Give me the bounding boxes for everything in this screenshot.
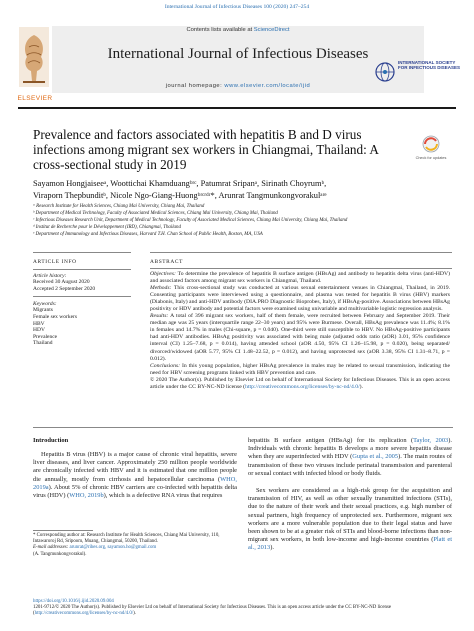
sciencedirect-link[interactable]: ScienceDirect	[253, 27, 290, 33]
abstract-copyright	[150, 377, 450, 391]
abstract-license-link[interactable]: http://creativecommons.org/licenses/by-nc-nd/4.0/	[245, 383, 360, 390]
abstract-conclusions	[150, 363, 450, 377]
ref-gupta-2005[interactable]: Gupta et al., 2005	[352, 453, 399, 461]
intro-right-text-c: ). The main routes of transmission of these two viruses include perinatal transmission and parenteral or sexual contact with infected blood or body fluids.	[248, 453, 452, 477]
keyword: Thailand	[33, 340, 53, 347]
footer-license-text: 1201-9712/© 2020 The Author(s). Published by Elsevier Ltd on behalf of International Society for Infectious Diseases. This is an open access article under the CC BY-NC-ND license (	[33, 605, 392, 617]
intro-p1-text-c: ), which is a defective RNA virus that requires	[103, 492, 223, 500]
abstract-rule	[150, 268, 452, 269]
keyword: Prevalence	[33, 333, 58, 340]
footer-license	[33, 605, 453, 617]
article-info	[33, 259, 130, 347]
article-title: Prevalence and factors associated with hepatitis B and D virus infections among migrant sex workers in Chiangmai, Thailand: A cross-sectional study in 2019	[33, 127, 379, 172]
info-rule-2	[33, 296, 131, 297]
check-updates-label[interactable]: Check for updates	[415, 156, 447, 160]
page-footer	[33, 599, 453, 618]
info-rule	[33, 269, 131, 270]
corresponding-address: * Corresponding author at: Research Institute for Health Sciences, Chiang Mai University, 110, Intawaroroj Rd, Sripoom, Muang, Chiangmai, 50200, Thailand.	[33, 533, 220, 545]
intro-paragraph-1	[33, 451, 237, 500]
contents-prefix: Contents lists available at	[186, 27, 254, 33]
ref-who-2019b[interactable]: WHO, 2019b	[69, 492, 104, 500]
objectives-label: Objectives:	[150, 271, 176, 277]
elsevier-tree-logo	[19, 27, 49, 87]
results-label: Results:	[150, 313, 169, 320]
masthead-rule	[18, 107, 456, 109]
abstract-methods	[150, 285, 450, 313]
affiliation-d: ᵈ Institut de Recherche pour le Développement (IRD), Chiangmai, Thailand	[33, 225, 181, 230]
copyright-text: © 2020 The Author(s). Published by Elsevier Ltd on behalf of International Society for Infectious Diseases. This is an open access article under the CC BY-NC-ND license (	[150, 376, 450, 390]
received-date: Received 30 August 2020	[33, 279, 90, 286]
abstract-bottom-rule	[33, 427, 453, 428]
contents-line	[52, 27, 424, 33]
accepted-date: Accepted 2 September 2020	[33, 285, 96, 292]
ref-who-2019a[interactable]: WHO, 2019a	[33, 475, 237, 491]
journal-homepage	[52, 83, 424, 89]
intro-p2-text-a: Sex workers are considered as a high-risk group for the acquisition and transmission of HIV, as well as other sexually transmitted infections (STIs), due to the nature of their work and their sexual practices, e.g. high number of sexual partners, high frequency of unprotected sex. Furthermore, migrant sex workers are a more vulnerable population due to their legal status and have been shown to be at a greater risk of STIs and blood-borne infections than non-migrant sex workers, in both low-income and high-income countries (	[248, 487, 452, 544]
homepage-prefix: journal homepage:	[165, 83, 225, 89]
society-globe-logo	[374, 60, 396, 84]
intro-paragraph-2	[248, 487, 452, 553]
intro-p1-text-b: ). About 5% of chronic HBV carriers are co-infected with hepatitis delta virus (HDV) (	[33, 483, 237, 500]
abstract-objectives	[150, 271, 450, 285]
email-prefix: E-mail addresses:	[33, 545, 70, 551]
authors-line-2: Viraporn Thepbunditᵇ, Nicole Ngo-Giang-Huongᵇʳᶜʳᵈʳ*, Arunrat Tangmunkongvorakulᵃʳᵉ	[33, 190, 327, 200]
affiliation-e: ᵉ Department of Immunology and Infectious Diseases, Harvard T.H. Chan School of Public Health, Boston, MA, USA	[33, 232, 263, 237]
footer-license-end: ).	[133, 611, 137, 617]
keyword: HDV	[33, 327, 45, 334]
results-text: A total of 396 migrant sex workers, half of them female, were recruited between February and September 2019. Their median age was 25 years (interquartile range 22–30 years) and 95% were Burmese. Overall, HBsAg prevalence was 11.4%; 8.1% in females and 14.7% in males (Chi-square, p = 0.040). One-third were still susceptible to HBV. No HBsAg-positive participants had anti-HDV antibodies. HBsAg positivity was associated with being male (adjusted odds ratio (aOR) 3.01, 95% confidence interval (CI) 1.25–7.68, p = 0.014), having attended school (aOR 4.50, 95% CI 1.26–15.98, p = 0.020), being separated/ divorced/widowed (aOR 5.77, 95% CI 1.48–22.52, p = 0.012), and having unprotected sex (aOR 3.38, 95% CI 1.31–8.71, p = 0.012).	[150, 313, 450, 362]
info-top-rule	[33, 252, 131, 253]
introduction-heading: Introduction	[33, 437, 69, 444]
history-label: Article history:	[33, 272, 67, 279]
intro-p2-text-b: ).	[270, 544, 274, 552]
society-logo-text: INTERNATIONAL SOCIETY FOR INFECTIOUS DISEASES	[398, 60, 461, 70]
methods-text: This cross-sectional study was conducted at various sexual entertainment venues in Chiangmai, Thailand, in 2019. Consenting participants were interviewed using a questionnaire, and plasma was tested for hepatitis B virus (HBV) markers (Diabonis, Italy) and anti-HDV antibody (DIA.PRO Diagnostic Bioprobes, Italy), if HBsAg-positive. Associations between HBsAg positivity or HDV antibody and potential factors were examined using univariable and multivariable logistic regression analysis.	[150, 285, 450, 313]
journal-reference[interactable]: International Journal of Infectious Diseases 100 (2020) 247–254	[164, 4, 310, 10]
keywords-label: Keywords:	[33, 300, 57, 307]
intro-p1-text-a: Hepatitis B virus (HBV) is a major cause of chronic viral hepatitis, severe liver diseases, and liver cancer. Approximately 250 million people worldwide are chronically infected with HBV and it is estimated that one million people die annually, mostly from cirrhosis and hepatocellular carcinoma (	[33, 451, 237, 483]
affiliation-b: ᵇ Department of Medical Technology, Faculty of Associated Medical Sciences, Chiang Mai University, Chiang Mai, Thailand	[33, 211, 278, 216]
elsevier-wordmark: ELSEVIER	[17, 95, 53, 102]
affiliation-a: ᵃ Research Institute for Health Sciences, Chiang Mai University, Chiang Mai, Thailand	[33, 204, 205, 209]
email-owner: (A. Tangmunkongvorakul).	[33, 551, 87, 557]
corresponding-author-footnote	[33, 533, 238, 558]
methods-label: Methods:	[150, 285, 172, 292]
article-info-heading: ARTICLE INFO	[33, 259, 77, 265]
abstract-top-rule	[150, 252, 452, 253]
ref-platt-2013[interactable]: Platt et al., 2013	[248, 536, 452, 552]
keyword: Migrants	[33, 307, 53, 314]
footnote-rule	[33, 530, 93, 531]
intro-right-text-a: hepatitis B surface antigen (HBsAg) for its replication (	[248, 437, 414, 444]
objectives-text: To determine the prevalence of hepatitis B surface antigen (HBsAg) and antibody to hepatitis delta virus (anti-HDV) and associated factors among migrant sex workers in Chiangmai, Thailand.	[150, 271, 450, 285]
copyright-end: ).	[359, 383, 363, 390]
journal-title: International Journal of Infectious Diseases	[107, 46, 369, 62]
keyword: HBV	[33, 320, 45, 327]
abstract-heading: ABSTRACT	[150, 259, 183, 265]
affiliation-c: ᶜ Infectious Diseases Research Unit, Department of Medical Technology, Faculty of Associated Medical Sciences, Chiang Mai University, Chiang Mai, Thailand	[33, 218, 348, 223]
homepage-link[interactable]: www.elsevier.com/locate/ijid	[224, 83, 311, 89]
email-links[interactable]: arunrat@rihes.org, sayamon.ho@gmail.com	[69, 545, 157, 551]
keyword: Female sex workers	[33, 313, 77, 320]
doi-link[interactable]: https://doi.org/10.1016/j.ijid.2020.09.004	[33, 599, 114, 604]
abstract-text	[150, 271, 450, 391]
conclusions-text: In this young population, higher HBsAg prevalence in males may be related to sexual transmission, indicating the need for HBV screening programs linked with HBV prevention and care.	[150, 362, 450, 376]
footer-license-link[interactable]: http://creativecommons.org/licenses/by-nc-nd/4.0/	[34, 611, 134, 617]
intro-right-text-b: ). Individuals with chronic hepatitis B develops a more severe hepatitis disease when they are superinfected with HDV (	[248, 437, 452, 461]
author-list	[33, 178, 453, 201]
abstract-results	[150, 313, 450, 362]
authors-line-1: Sayamon Hongjaiseeᵃ, Woottichai Khamduangᵇʳᶜ, Patumrat Sripanᵃ, Sirinath Choyrumᵇ,	[33, 179, 327, 188]
intro-paragraph-1-cont	[248, 437, 452, 478]
ref-taylor-2003[interactable]: Taylor, 2003	[413, 437, 449, 444]
conclusions-label: Conclusions:	[150, 362, 181, 369]
